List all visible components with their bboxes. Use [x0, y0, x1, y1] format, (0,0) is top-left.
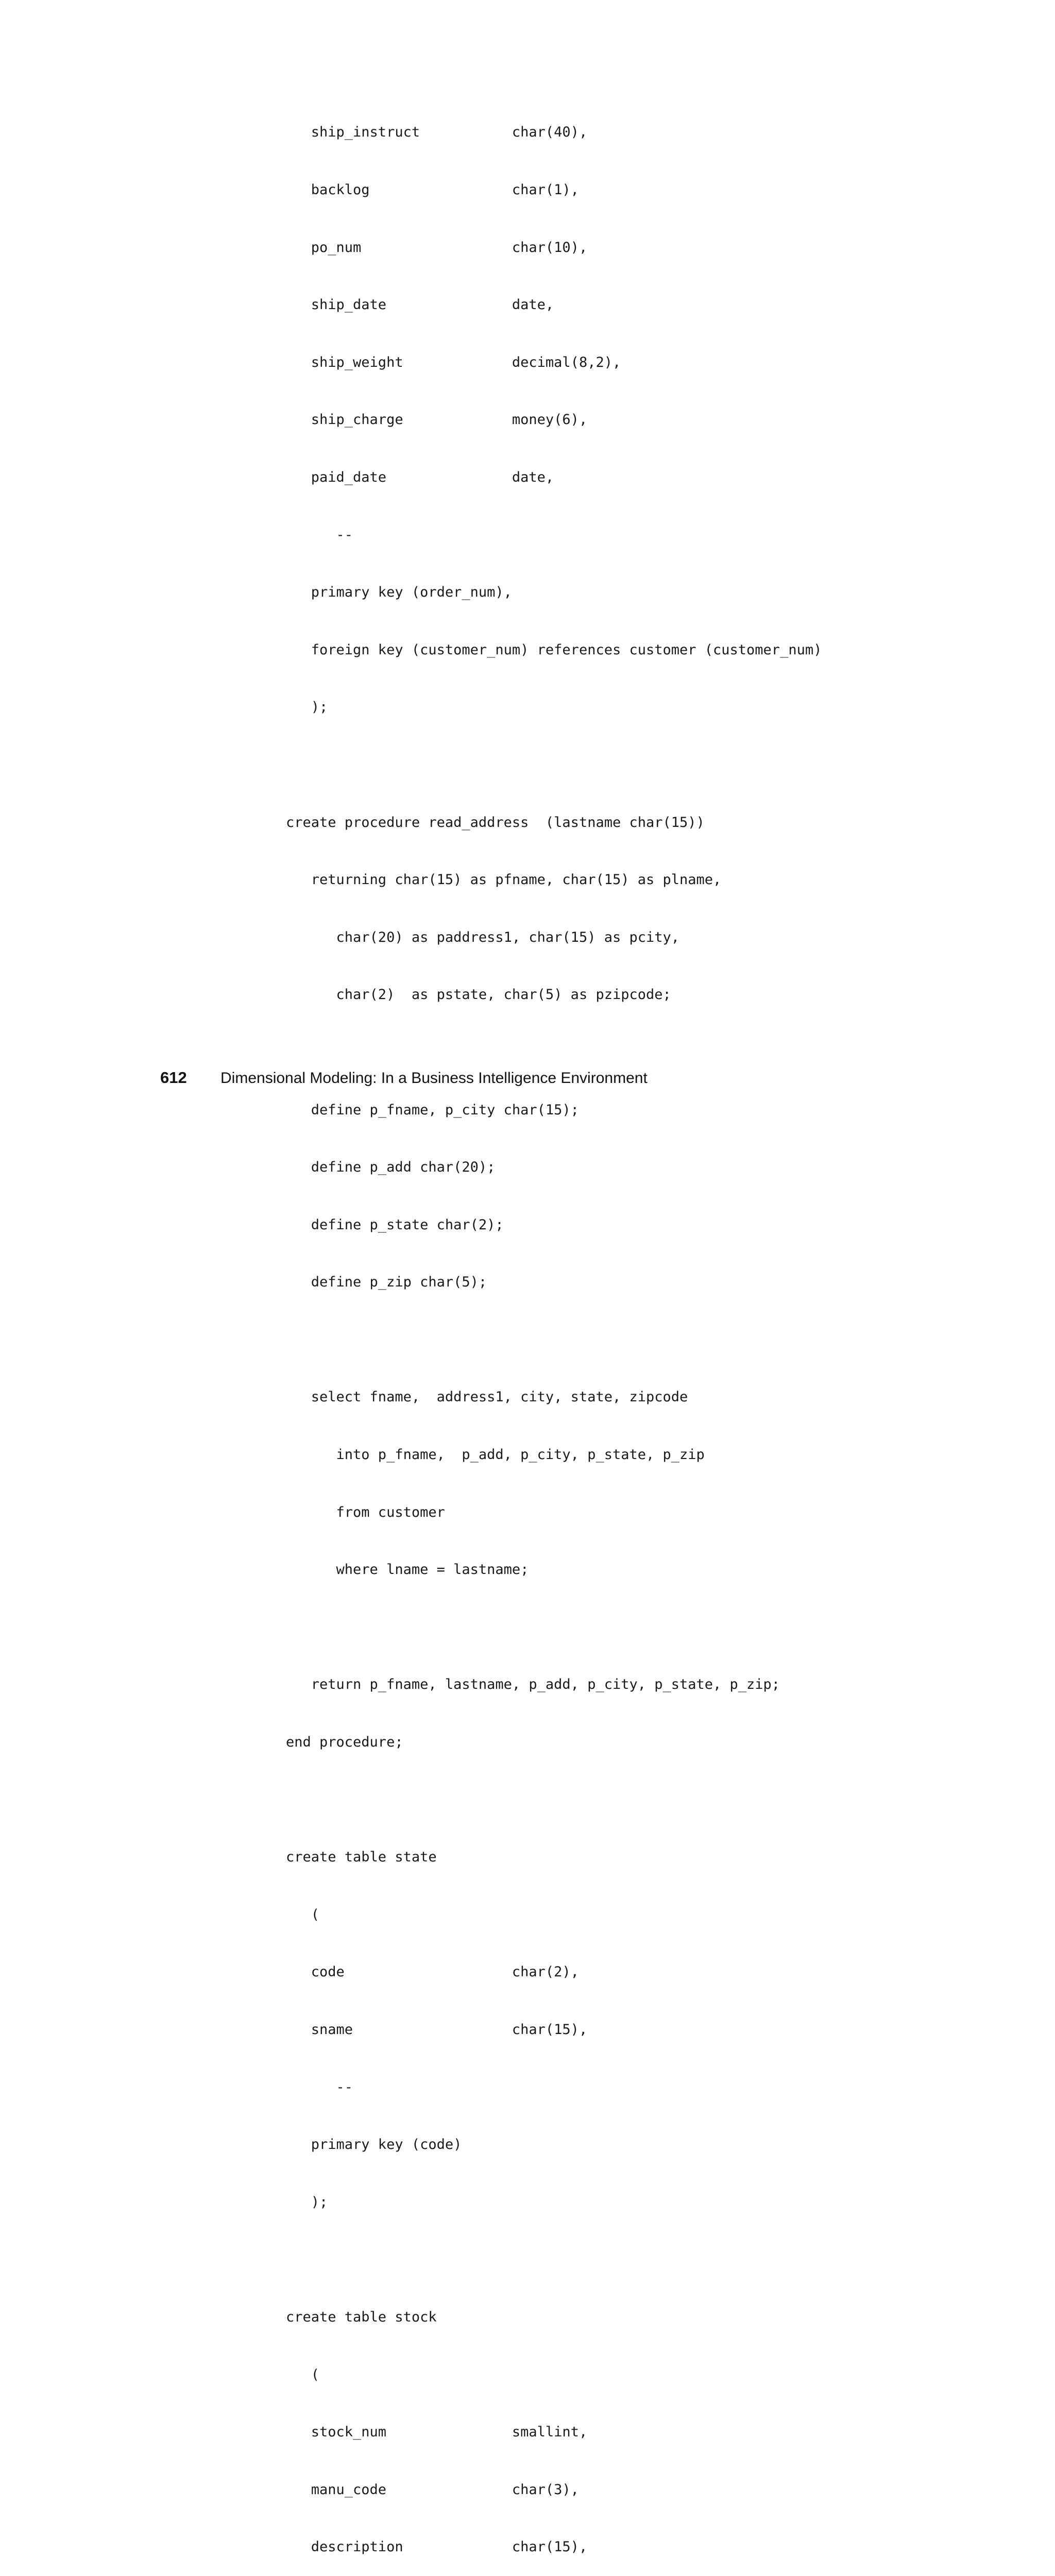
code-line: ( [286, 2366, 320, 2383]
code-line: stock_num smallint, [286, 2424, 588, 2441]
code-line: ship_weight decimal(8,2), [286, 354, 621, 370]
code-listing [286, 84, 822, 2576]
code-line: create table stock [286, 2309, 437, 2325]
code-line: sname char(15), [286, 2022, 588, 2038]
code-line: create table state [286, 1849, 437, 1866]
page-number: 612 [160, 1069, 187, 1087]
book-title: Dimensional Modeling: In a Business Intelligence Environment [220, 1070, 648, 1087]
code-line: define p_fname, p_city char(15); [286, 1101, 579, 1118]
code-line: -- [286, 2079, 353, 2095]
code-line: from customer [286, 1504, 445, 1520]
code-line: primary key (code) [286, 2137, 462, 2153]
code-line: select fname, address1, city, state, zipcode [286, 1389, 688, 1405]
code-line: create procedure read_address (lastname char(15)) [286, 814, 705, 831]
code-line: paid_date date, [286, 469, 554, 485]
code-line: define p_add char(20); [286, 1159, 496, 1176]
code-line: manu_code char(3), [286, 2481, 579, 2498]
code-line: into p_fname, p_add, p_city, p_state, p_zip [286, 1447, 705, 1463]
code-line: where lname = lastname; [286, 1562, 529, 1578]
code-line [286, 1790, 822, 1809]
code-line: primary key (order_num), [286, 584, 512, 601]
code-line: ship_charge money(6), [286, 412, 588, 428]
code-line: char(20) as paddress1, char(15) as pcity, [286, 929, 680, 945]
code-line: ship_date date, [286, 297, 554, 313]
code-line: code char(2), [286, 1964, 579, 1980]
code-line: po_num char(10), [286, 239, 588, 256]
code-line: return p_fname, lastname, p_add, p_city, p_state, p_zip; [286, 1676, 780, 1693]
code-line [286, 755, 822, 774]
code-line [286, 1330, 822, 1349]
code-line: returning char(15) as pfname, char(15) as plname, [286, 872, 722, 888]
code-line: ); [286, 699, 328, 716]
code-line: ship_instruct char(40), [286, 124, 588, 141]
code-line: foreign key (customer_num) references customer (customer_num) [286, 641, 822, 658]
code-line: define p_state char(2); [286, 1216, 504, 1233]
code-line: description char(15), [286, 2539, 588, 2555]
code-line: backlog char(1), [286, 182, 579, 198]
page-footer [160, 1069, 648, 1087]
code-line: end procedure; [286, 1734, 403, 1751]
code-line [286, 1043, 822, 1062]
code-line [286, 2250, 822, 2269]
code-line [286, 1618, 822, 1637]
code-line: ( [286, 1906, 320, 1923]
code-line: char(2) as pstate, char(5) as pzipcode; [286, 987, 671, 1003]
code-line: ); [286, 2194, 328, 2210]
code-line: -- [286, 527, 353, 543]
code-line: define p_zip char(5); [286, 1274, 487, 1291]
